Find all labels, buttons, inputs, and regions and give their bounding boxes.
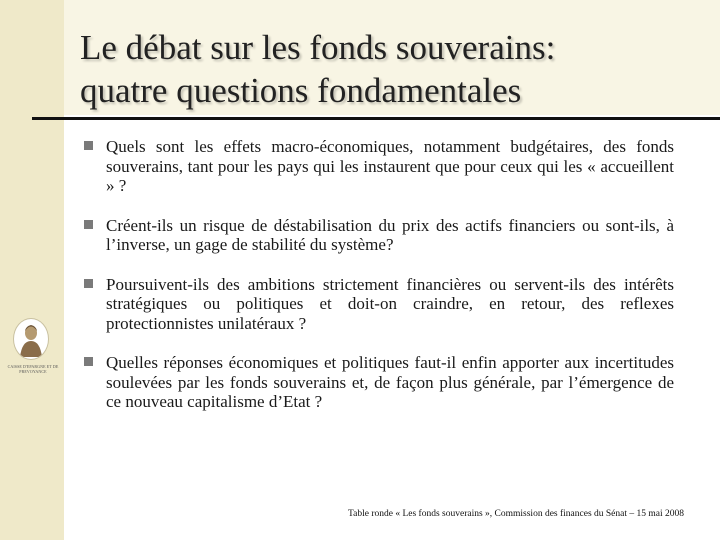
left-decorative-band [0, 0, 64, 540]
question-text-4: Quelles réponses économiques et politiques faut-il enfin apporter aux incertitudes soulevées par les fonds souverains et, de façon plus générale, par l’émergence de ce nouveau capitalisme d’Etat ? [106, 353, 674, 411]
logo-caption-line-2: PREVOYANCE [19, 369, 47, 374]
slide-footer: Table ronde « Les fonds souverains », Commission des finances du Sénat – 15 mai 2008 [347, 509, 684, 519]
logo-caption-line-1: CAISSE D'EPARGNE ET DE [7, 364, 59, 369]
question-text-1: Quels sont les effets macro-économiques, notamment budgétaires, des fonds souverains, tant pour les pays qui les instaurent que pour ceux qui les « accueillent » ? [106, 137, 674, 195]
question-text-3: Poursuivent-ils des ambitions strictement financières ou servent-ils des intérêts stratégiques ou politiques et doit-on craindre, en retour, des reflexes protectionnistes unilatéraux ? [106, 274, 674, 333]
question-text-2: Créent-ils un risque de déstabilisation du prix des actifs financiers ou sont-ils, à l’inverse, un gage de stabilité du système? [106, 215, 674, 254]
square-bullet-icon [84, 141, 93, 150]
portrait-medallion-icon [13, 318, 49, 360]
question-item-2 [84, 216, 674, 255]
title-line-1: Le débat sur les fonds souverains: [80, 28, 556, 67]
question-item-4 [84, 353, 674, 412]
question-item-1 [84, 137, 674, 196]
square-bullet-icon [84, 357, 93, 366]
institution-logo [4, 318, 62, 382]
logo-caption [4, 364, 62, 374]
title-underline [32, 117, 720, 120]
question-list [84, 137, 674, 432]
question-item-3 [84, 275, 674, 334]
square-bullet-icon [84, 279, 93, 288]
square-bullet-icon [84, 220, 93, 229]
title-line-2: quatre questions fondamentales [80, 71, 522, 110]
slide-title [80, 26, 700, 112]
